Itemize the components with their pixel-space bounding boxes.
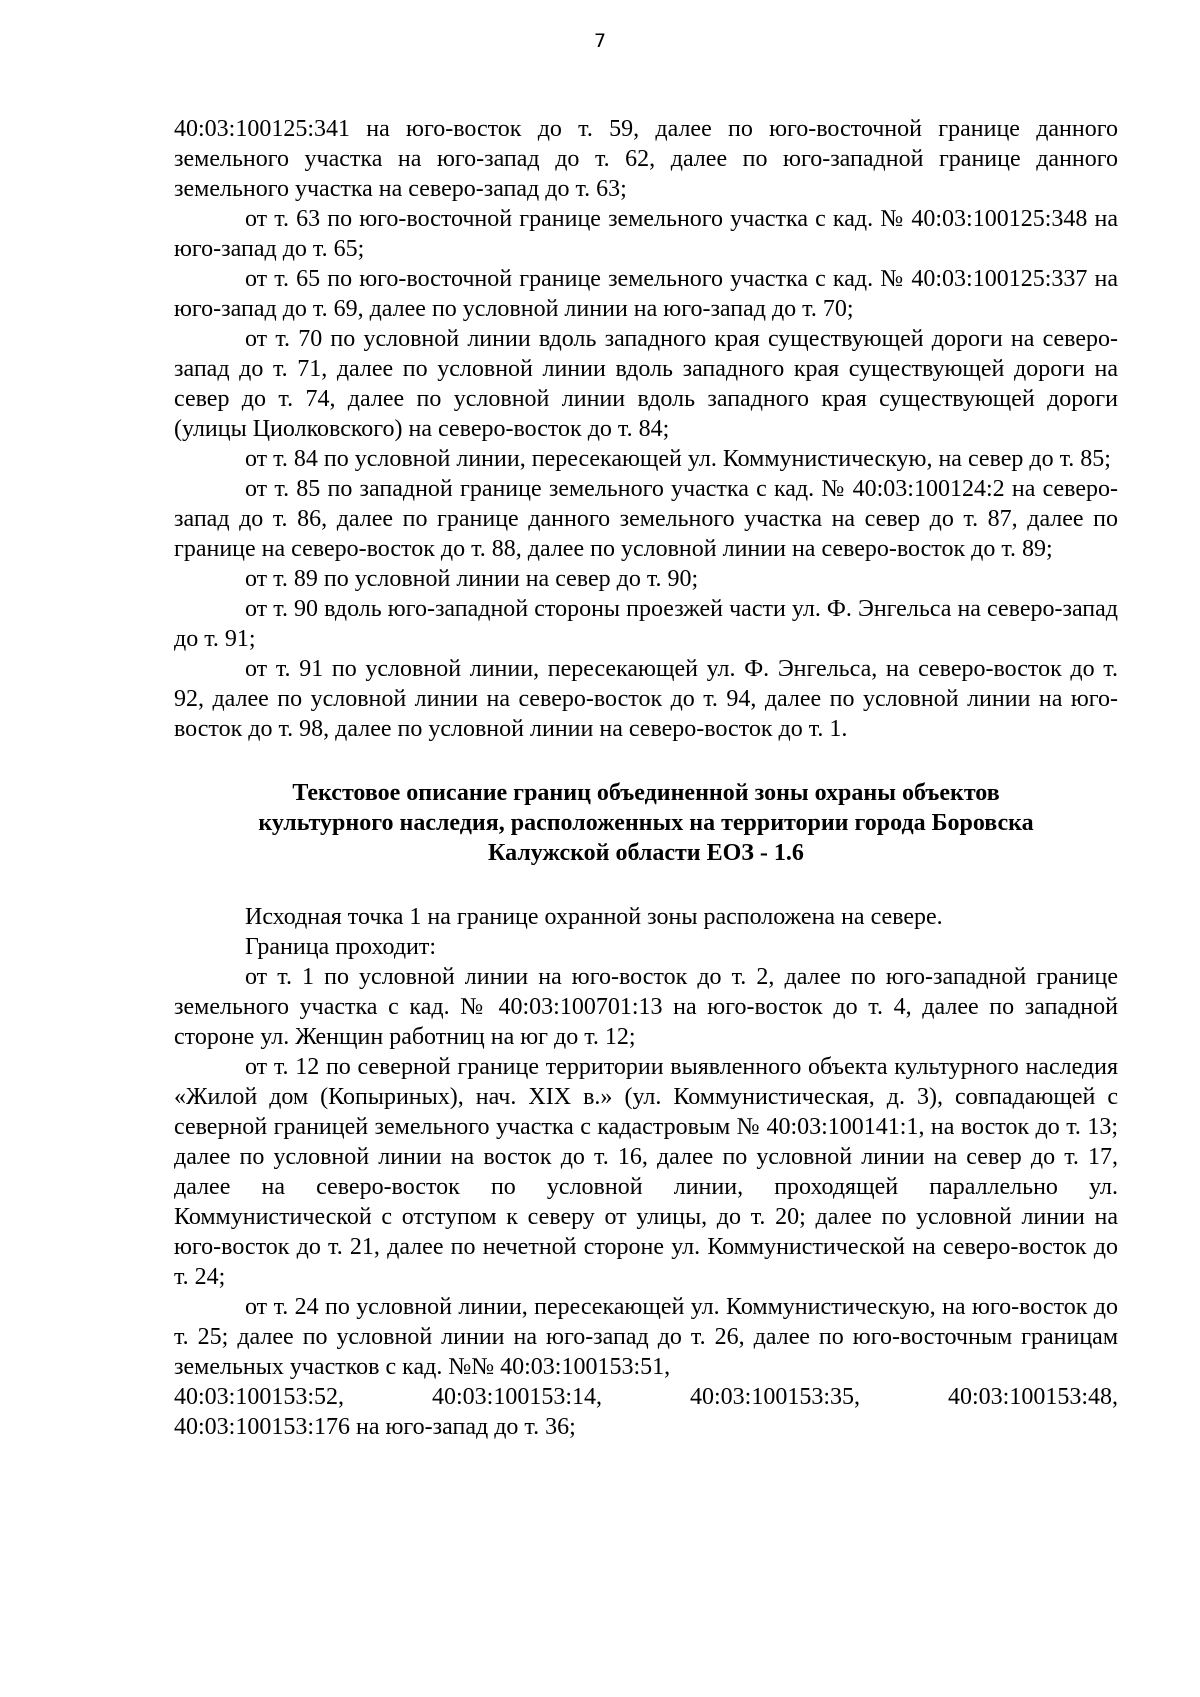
page-number: 7 [593, 30, 607, 52]
paragraph: от т. 12 по северной границе территории выявленного объекта культурного наследия «Жилой дом (Копыриных), нач. XIX в.» (ул. Коммунистическая, д. 3), совпадающей с северной границей земельного участка с кадастровым № 40:03:100141:1, на восток до т. 13; далее по условной линии на восток до т. 16, далее по условной линии на север до т. 17, далее на северо-восток по условной линии, проходящей параллельно ул. Коммунистической с отступом к северу от улицы, до т. 20; далее по условной линии на юго-восток до т. 21, далее по нечетной стороне ул. Коммунистической на северо-восток до т. 24; [174, 1054, 1118, 1290]
paragraph-line: от т. 24 по условной линии, пересекающей ул. Коммунистическую, на юго-восток до т. 25; далее по условной линии на юго-запад до т. 26, далее по юго-восточным границам земельных участков с кад. №№ 40:03:100153:51, [174, 1294, 1118, 1380]
paragraph: от т. 90 вдоль юго-западной стороны проезжей части ул. Ф. Энгельса на северо-запад до т. 91; [174, 596, 1118, 652]
paragraph: от т. 65 по юго-восточной границе земельного участка с кад. № 40:03:100125:337 на юго-запад до т. 69, далее по условной линии на юго-запад до т. 70; [174, 266, 1118, 322]
paragraph: от т. 1 по условной линии на юго-восток до т. 2, далее по юго-западной границе земельного участка с кад. № 40:03:100701:13 на юго-восток до т. 4, далее по западной стороне ул. Женщин работниц на юг до т. 12; [174, 964, 1118, 1050]
document-body [174, 114, 1118, 1442]
paragraph: 40:03:100125:341 на юго-восток до т. 59, далее по юго-восточной границе данного земельного участка на юго-запад до т. 62, далее по юго-западной границе данного земельного участка на северо-запад до т. 63; [174, 116, 1118, 202]
paragraph: от т. 91 по условной линии, пересекающей ул. Ф. Энгельса, на северо-восток до т. 92, далее по условной линии на северо-восток до т. 94, далее по условной линии на юго-восток до т. 98, далее по условной линии на северо-восток до т. 1. [174, 656, 1118, 742]
paragraph-line: 40:03:100153:52, 40:03:100153:14, 40:03:100153:35, 40:03:100153:48, [174, 1384, 1118, 1410]
paragraph: Исходная точка 1 на границе охранной зоны расположена на севере. [245, 904, 943, 930]
paragraph: от т. 70 по условной линии вдоль западного края существующей дороги на северо-запад до т. 71, далее по условной линии вдоль западного края существующей дороги на север до т. 74, далее по условной линии вдоль западного края существующей дороги (улицы Циолковского) на северо-восток до т. 84; [174, 326, 1118, 442]
paragraph: от т. 89 по условной линии на север до т. 90; [245, 566, 699, 592]
paragraph: от т. 85 по западной границе земельного участка с кад. № 40:03:100124:2 на северо-запад до т. 86, далее по границе данного земельного участка на север до т. 87, далее по границе на северо-восток до т. 88, далее по условной линии на северо-восток до т. 89; [174, 476, 1118, 562]
section-heading [174, 778, 1118, 868]
paragraph: от т. 63 по юго-восточной границе земельного участка с кад. № 40:03:100125:348 на юго-запад до т. 65; [174, 206, 1118, 262]
heading-line: культурного наследия, расположенных на территории города Боровска [258, 810, 1034, 836]
paragraph-last [174, 1292, 1118, 1442]
paragraph: от т. 84 по условной линии, пересекающей ул. Коммунистическую, на север до т. 85; [245, 446, 1111, 472]
heading-line: Текстовое описание границ объединенной зоны охраны объектов [292, 780, 1000, 806]
paragraph: Граница проходит: [245, 934, 437, 960]
heading-line: Калужской области ЕОЗ - 1.6 [488, 840, 804, 866]
paragraph-line: 40:03:100153:176 на юго-запад до т. 36; [174, 1414, 576, 1440]
